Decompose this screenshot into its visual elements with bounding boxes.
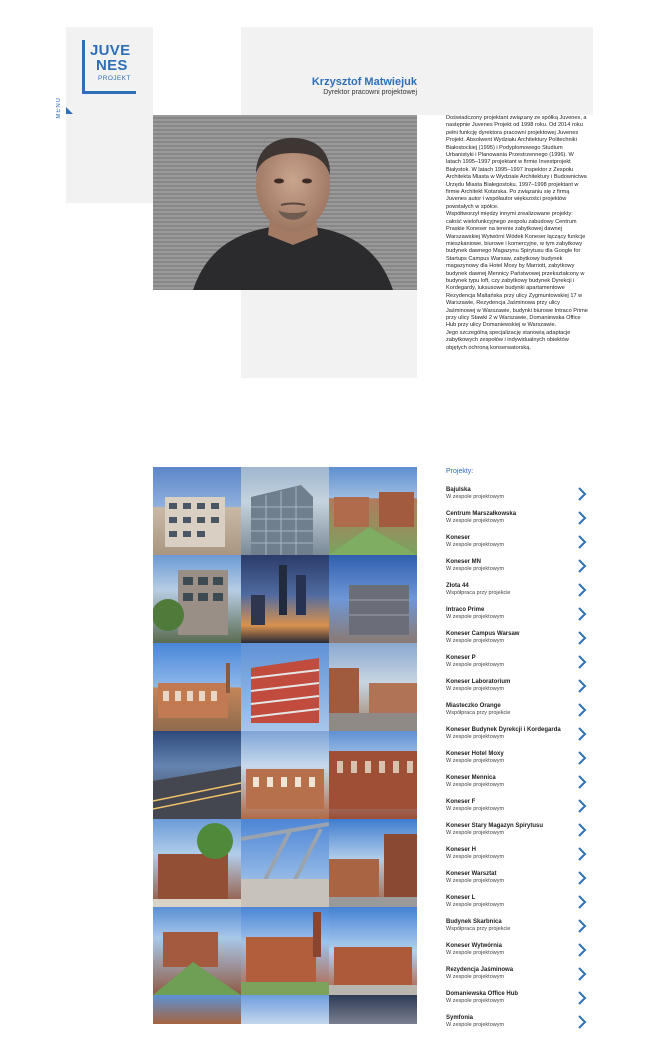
project-list-item[interactable] — [446, 583, 588, 607]
project-thumbnail[interactable] — [329, 907, 417, 995]
project-role: W zespole projektowym — [446, 902, 505, 908]
project-role: W zespole projektowym — [446, 1022, 505, 1028]
chevron-right-icon[interactable] — [577, 631, 587, 645]
biography — [446, 115, 588, 352]
chevron-right-icon[interactable] — [577, 607, 587, 621]
chevron-right-icon[interactable] — [577, 703, 587, 717]
project-thumbnail[interactable] — [241, 995, 329, 1024]
project-role: W zespole projektowym — [446, 566, 505, 572]
project-list-item[interactable] — [446, 775, 588, 799]
project-name: Koneser Campus Warsaw — [446, 631, 520, 637]
lower-panel — [241, 290, 417, 378]
project-list-item[interactable] — [446, 487, 588, 511]
project-role: W zespole projektowym — [446, 806, 505, 812]
project-name: Koneser F — [446, 799, 476, 805]
chevron-right-icon[interactable] — [577, 991, 587, 1005]
chevron-right-icon[interactable] — [577, 919, 587, 933]
project-role: W zespole projektowym — [446, 494, 505, 500]
project-thumbnail[interactable] — [241, 731, 329, 819]
project-list-item[interactable] — [446, 751, 588, 775]
project-list-item[interactable] — [446, 679, 588, 703]
chevron-right-icon[interactable] — [577, 583, 587, 597]
project-name: Koneser Laboratorium — [446, 679, 511, 685]
project-role: W zespole projektowym — [446, 734, 505, 740]
chevron-right-icon[interactable] — [577, 511, 587, 525]
project-thumbnail[interactable] — [329, 555, 417, 643]
menu-arrow-icon[interactable] — [66, 107, 73, 114]
project-name: Intraco Prime — [446, 607, 485, 613]
project-thumbnail[interactable] — [329, 819, 417, 907]
project-name: Koneser Stary Magazyn Spirytusu — [446, 823, 544, 829]
project-list-item[interactable] — [446, 559, 588, 583]
project-name: Koneser MN — [446, 559, 482, 565]
project-role: W zespole projektowym — [446, 974, 505, 980]
project-list-item[interactable] — [446, 919, 588, 943]
chevron-right-icon[interactable] — [577, 967, 587, 981]
project-list-item[interactable] — [446, 1015, 588, 1039]
project-role: Współpraca przy projekcie — [446, 710, 511, 716]
project-name: Koneser P — [446, 655, 476, 661]
project-thumbnail[interactable] — [329, 643, 417, 731]
project-thumbnail[interactable] — [329, 995, 417, 1024]
project-name: Miasteczko Orange — [446, 703, 501, 709]
project-list-item[interactable] — [446, 511, 588, 535]
chevron-right-icon[interactable] — [577, 943, 587, 957]
project-name: Symfonia — [446, 1015, 474, 1021]
project-list-item[interactable] — [446, 799, 588, 823]
project-role: W zespole projektowym — [446, 758, 505, 764]
chevron-right-icon[interactable] — [577, 535, 587, 549]
logo-sub: PROJEKT — [98, 75, 131, 82]
project-thumbnail[interactable] — [329, 467, 417, 555]
project-list-item[interactable] — [446, 655, 588, 679]
header-panel-right — [417, 27, 593, 115]
project-name: Bajulska — [446, 487, 471, 493]
project-role: W zespole projektowym — [446, 542, 505, 548]
projects-list — [446, 487, 588, 1039]
project-name: Koneser Warsztat — [446, 871, 497, 877]
chevron-right-icon[interactable] — [577, 895, 587, 909]
logo-line1: JUVE — [90, 42, 131, 59]
project-list-item[interactable] — [446, 823, 588, 847]
project-thumbnail[interactable] — [329, 731, 417, 819]
chevron-right-icon[interactable] — [577, 871, 587, 885]
project-role: Współpraca przy projekcie — [446, 926, 511, 932]
project-list-item[interactable] — [446, 703, 588, 727]
project-list-item[interactable] — [446, 847, 588, 871]
project-name: Koneser Mennica — [446, 775, 496, 781]
chevron-right-icon[interactable] — [577, 727, 587, 741]
project-list-item[interactable] — [446, 727, 588, 751]
chevron-right-icon[interactable] — [577, 823, 587, 837]
project-name: Koneser H — [446, 847, 477, 853]
project-role: W zespole projektowym — [446, 782, 505, 788]
project-thumbnail[interactable] — [153, 819, 241, 907]
chevron-right-icon[interactable] — [577, 679, 587, 693]
project-role: W zespole projektowym — [446, 638, 505, 644]
project-image-grid — [153, 467, 417, 1024]
project-name: Koneser L — [446, 895, 476, 901]
project-role: W zespole projektowym — [446, 662, 505, 668]
project-name: Koneser — [446, 535, 471, 541]
menu-toggle[interactable]: MENU — [56, 97, 62, 119]
header-panel-mid — [241, 27, 417, 115]
project-name: Rezydencja Jaśminowa — [446, 967, 514, 973]
project-thumbnail[interactable] — [153, 555, 241, 643]
project-list-item[interactable] — [446, 991, 588, 1015]
person-name: Krzysztof Matwiejuk — [311, 76, 417, 88]
chevron-right-icon[interactable] — [577, 799, 587, 813]
project-thumbnail[interactable] — [241, 555, 329, 643]
project-list-item[interactable] — [446, 607, 588, 631]
project-name: Koneser Wytwórnia — [446, 943, 502, 949]
project-name: Centrum Marszałkowska — [446, 511, 517, 517]
project-list-item[interactable] — [446, 943, 588, 967]
projects-heading: Projekty: — [446, 468, 474, 475]
bio-paragraph-1: Doświadczony projektant związany ze spółką Juvenes, a następnie Juvenes Projekt od 1998 roku. Od 2014 roku pełni funkcję dyrektora pracowni projektowej Juvenes Projekt. Absolwent Wydziału Architektury Politechniki Białostockiej (1995) i Podyplomowego Studium Urbanistyki i Planowania Przestrzennego (1996). W latach 1995–1997 projektant w firmie Investprojekt Białystok. W latach 1995–1997 Inspektor z Zespołu Architekta Miasta w Wydziale Architektury i Budownictwa Urzędu Miasta Białegostoku. 1997–1998 projektant w firmie Architekt Kotarska. Po związaniu się z firmą Juvenes autor i współautor większości projektów powstałych w spółce. — [446, 115, 587, 210]
chevron-right-icon[interactable] — [577, 775, 587, 789]
person-role: Dyrektor pracowni projektowej — [323, 89, 417, 96]
project-thumbnail[interactable] — [153, 731, 241, 819]
project-role: W zespole projektowym — [446, 878, 505, 884]
chevron-right-icon[interactable] — [577, 559, 587, 573]
project-role: Współpraca przy projekcie — [446, 590, 511, 596]
chevron-right-icon[interactable] — [577, 1015, 587, 1029]
project-role: W zespole projektowym — [446, 950, 505, 956]
logo-frame-bottom — [82, 91, 136, 94]
project-role: W zespole projektowym — [446, 830, 505, 836]
project-role: W zespole projektowym — [446, 998, 505, 1004]
project-role: W zespole projektowym — [446, 686, 505, 692]
project-thumbnail[interactable] — [153, 995, 241, 1024]
project-role: W zespole projektowym — [446, 854, 505, 860]
chevron-right-icon[interactable] — [577, 487, 587, 501]
project-list-item[interactable] — [446, 895, 588, 919]
project-list-item[interactable] — [446, 967, 588, 991]
project-thumbnail[interactable] — [153, 467, 241, 555]
project-thumbnail[interactable] — [153, 907, 241, 995]
project-thumbnail[interactable] — [241, 643, 329, 731]
project-name: Koneser Hotel Moxy — [446, 751, 504, 757]
project-name: Domaniewska Office Hub — [446, 991, 519, 997]
project-name: Budynek Skarbnica — [446, 919, 502, 925]
chevron-right-icon[interactable] — [577, 847, 587, 861]
project-list-item[interactable] — [446, 631, 588, 655]
project-thumbnail[interactable] — [241, 907, 329, 995]
project-role: W zespole projektowym — [446, 614, 505, 620]
project-name: Koneser Budynek Dyrekcji i Kordegarda — [446, 727, 561, 733]
chevron-right-icon[interactable] — [577, 751, 587, 765]
project-list-item[interactable] — [446, 535, 588, 559]
juvenes-logo[interactable] — [82, 40, 138, 96]
bio-paragraph-2: Współtworzył między innymi zrealizowane projekty: całość wielofunkcyjnego zespołu zabudowy Centrum Praskie Koneser na terenie zabytkowej dawnej Warszawskiej Wytwórni Wódek Koneser łączący funkcje mieszkaniowe, biurowe i komercyjne, w tym zabytkowy budynek dawnego Magazynu Spirytusu dla Google for Startups Campus Warsaw, zabytkowy budynek magazynowy dla Hotel Moxy by Marriott, zabytkowy budynek dawnej Mennicy Państwowej przekształcony w budynek typu loft, czy zabytkowy budynek Dyrekcji i Kordegardy, luksusowe budynki apartamentowe Rezydencja Maltańska przy ulicy Zygmuntowskiej 17 w Warszawie, Rezydencja Jaśminowa przy ulicy Jaśminowej w Warszawie, budynki biurowe Intraco Prime przy ulicy Stawki 2 w Warszawie, Domaniewska Office Hub przy ulicy Domaniewskiej w Warszawie. — [446, 211, 588, 329]
logo-line2: NES — [96, 57, 128, 74]
bio-paragraph-3: Jego szczególną specjalizację stanowią adaptacje zabytkowych zespołów i indywidualnych obiektów objętych ochroną konserwatorską. — [446, 329, 571, 351]
logo-frame-top — [82, 40, 85, 94]
project-name: Złota 44 — [446, 583, 469, 589]
project-thumbnail[interactable] — [241, 467, 329, 555]
chevron-right-icon[interactable] — [577, 655, 587, 669]
project-list-item[interactable] — [446, 871, 588, 895]
portrait-photo — [153, 115, 417, 290]
project-thumbnail[interactable] — [241, 819, 329, 907]
project-role: W zespole projektowym — [446, 518, 505, 524]
project-thumbnail[interactable] — [153, 643, 241, 731]
